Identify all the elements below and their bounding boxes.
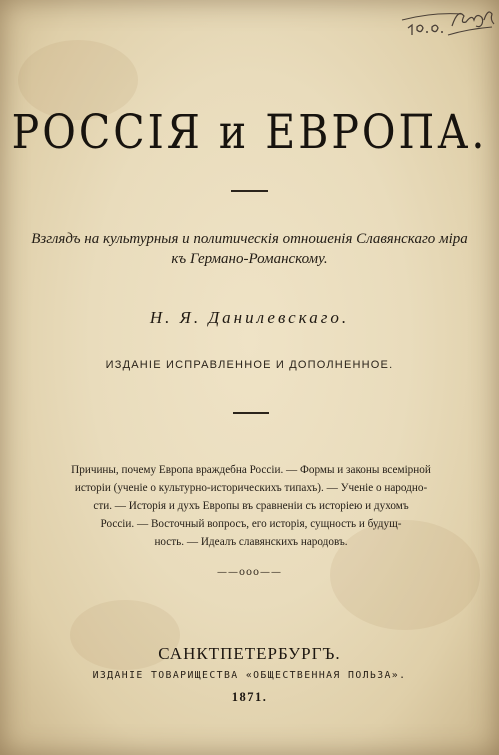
summary-line: Россіи. — Восточный вопросъ, его исторія, сущность и будущ- <box>100 518 402 530</box>
book-title: РОССІЯ и ЕВРОПА. <box>11 104 488 160</box>
author-name: Н. Я. Данилевскаго. <box>149 308 350 327</box>
contents-summary <box>62 461 440 551</box>
subtitle-line: Взглядъ на культурныя и политическія отношенія Славянскаго міра <box>31 231 468 247</box>
publication-city: САНКТПЕТЕРБУРГЪ. <box>158 644 341 663</box>
summary-line: сти. — Исторія и духъ Европы въ сравненіи съ исторіею и духомъ <box>93 500 409 512</box>
section-divider <box>233 412 269 414</box>
book-subtitle <box>0 229 499 269</box>
publisher-name: ИЗДАНІЕ ТОВАРИЩЕСТВА «ОБЩЕСТВЕННАЯ ПОЛЬЗА». <box>92 670 407 681</box>
summary-line: Причины, почему Европа враждебна Россіи. — Формы и законы всемірной <box>71 464 431 476</box>
subtitle-line: къ Германо-Романскому. <box>171 251 328 267</box>
handwritten-note <box>366 22 394 35</box>
summary-line: ность. — Идеалъ славянскихъ народовъ. <box>154 536 348 548</box>
publication-year: 1871. <box>231 690 268 704</box>
decorative-ornament: ——ooo—— <box>216 567 283 578</box>
title-divider <box>231 190 268 192</box>
edition-note: ИЗДАНІЕ ИСПРАВЛЕННОЕ И ДОПОЛНЕННОЕ. <box>105 359 394 371</box>
summary-line: исторіи (ученіе о культурно-историческихъ типахъ). — Ученіе о народно- <box>74 482 428 494</box>
